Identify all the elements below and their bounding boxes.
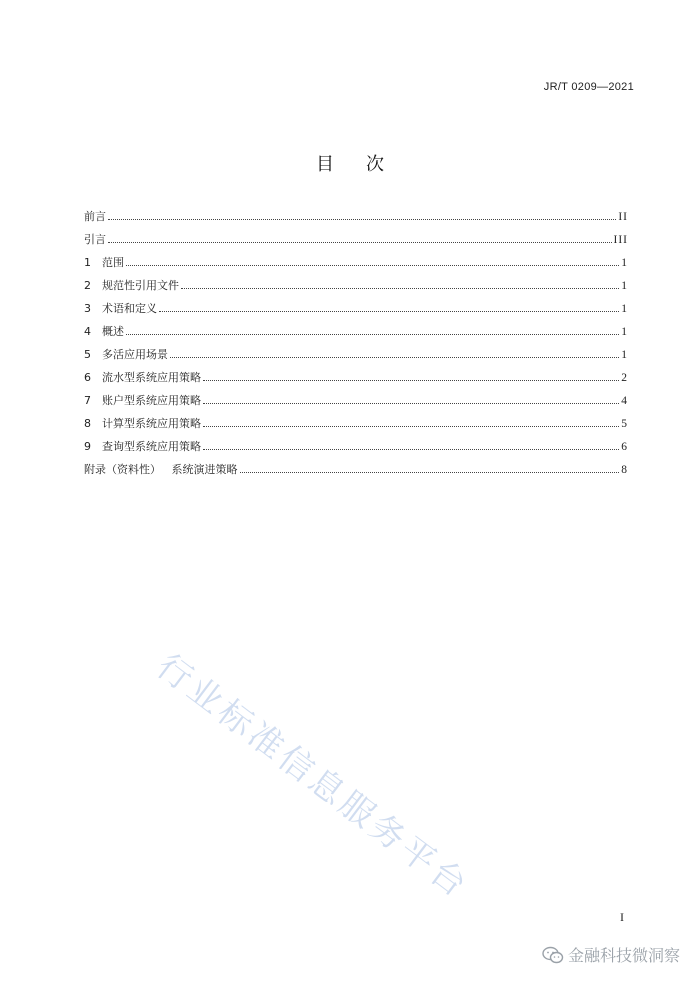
toc-entry-label: 规范性引用文件 xyxy=(102,279,179,292)
brand-watermark xyxy=(542,943,680,966)
toc-entry-number: 7 xyxy=(84,394,91,407)
toc-dot-leader xyxy=(170,356,619,358)
toc-dot-leader xyxy=(203,448,619,450)
toc-entry-number: 1 xyxy=(84,256,91,269)
toc-dot-leader xyxy=(181,287,619,289)
toc-entry-label: 概述 xyxy=(102,325,124,338)
table-of-contents xyxy=(84,208,628,484)
page-title: 目次 xyxy=(316,154,416,175)
toc-dot-leader xyxy=(126,264,619,266)
toc-entry-number: 9 xyxy=(84,440,91,453)
toc-entry[interactable] xyxy=(84,392,628,415)
toc-entry-page: 1 xyxy=(621,257,628,269)
toc-entry-label: 术语和定义 xyxy=(102,302,157,315)
toc-dot-leader xyxy=(108,241,612,243)
toc-entry[interactable] xyxy=(84,277,628,300)
toc-dot-leader xyxy=(240,471,620,473)
toc-dot-leader xyxy=(126,333,619,335)
toc-dot-leader xyxy=(159,310,619,312)
toc-dot-leader xyxy=(108,218,616,220)
toc-dot-leader xyxy=(203,402,619,404)
toc-entry[interactable] xyxy=(84,438,628,461)
watermark: 行业标准信息服务平台 xyxy=(149,646,477,908)
toc-entry-label: 引言 xyxy=(84,233,106,246)
toc-entry-page: 1 xyxy=(621,349,628,361)
toc-entry[interactable] xyxy=(84,346,628,369)
wechat-icon xyxy=(542,946,564,964)
toc-entry-page: 5 xyxy=(621,418,628,430)
toc-entry-page: 6 xyxy=(621,441,628,453)
toc-entry[interactable] xyxy=(84,208,628,231)
toc-entry[interactable] xyxy=(84,369,628,392)
toc-entry-page: 2 xyxy=(621,372,628,384)
toc-entry-label: 查询型系统应用策略 xyxy=(102,440,201,453)
standard-code: JR/T 0209—2021 xyxy=(543,81,634,93)
toc-entry[interactable] xyxy=(84,254,628,277)
toc-entry-label: 账户型系统应用策略 xyxy=(102,394,201,407)
toc-entry[interactable] xyxy=(84,323,628,346)
toc-entry-label: 流水型系统应用策略 xyxy=(102,371,201,384)
toc-entry-number: 6 xyxy=(84,371,91,384)
toc-dot-leader xyxy=(203,379,619,381)
toc-entry-number: 4 xyxy=(84,325,91,338)
toc-entry-number: 3 xyxy=(84,302,91,315)
toc-entry-label: 多活应用场景 xyxy=(102,348,168,361)
toc-entry-label: 附录（资料性） 系统演进策略 xyxy=(84,463,238,476)
toc-entry-number: 2 xyxy=(84,279,91,292)
toc-entry-page: 1 xyxy=(621,280,628,292)
toc-entry-page: II xyxy=(618,211,628,223)
toc-entry-number: 8 xyxy=(84,417,91,430)
toc-entry-label: 计算型系统应用策略 xyxy=(102,417,201,430)
toc-entry-label: 范围 xyxy=(102,256,124,269)
toc-entry-page: 8 xyxy=(621,464,628,476)
toc-entry-page: 4 xyxy=(621,395,628,407)
brand-label: 金融科技微洞察 xyxy=(567,946,680,965)
toc-entry-number: 5 xyxy=(84,348,91,361)
toc-entry[interactable] xyxy=(84,300,628,323)
toc-entry-page: 1 xyxy=(621,303,628,315)
page-number: I xyxy=(620,910,624,924)
toc-entry-page: 1 xyxy=(621,326,628,338)
toc-entry[interactable] xyxy=(84,231,628,254)
toc-dot-leader xyxy=(203,425,619,427)
toc-entry-page: III xyxy=(613,234,628,246)
toc-entry-label: 前言 xyxy=(84,210,106,223)
toc-entry[interactable] xyxy=(84,461,628,484)
toc-entry[interactable] xyxy=(84,415,628,438)
